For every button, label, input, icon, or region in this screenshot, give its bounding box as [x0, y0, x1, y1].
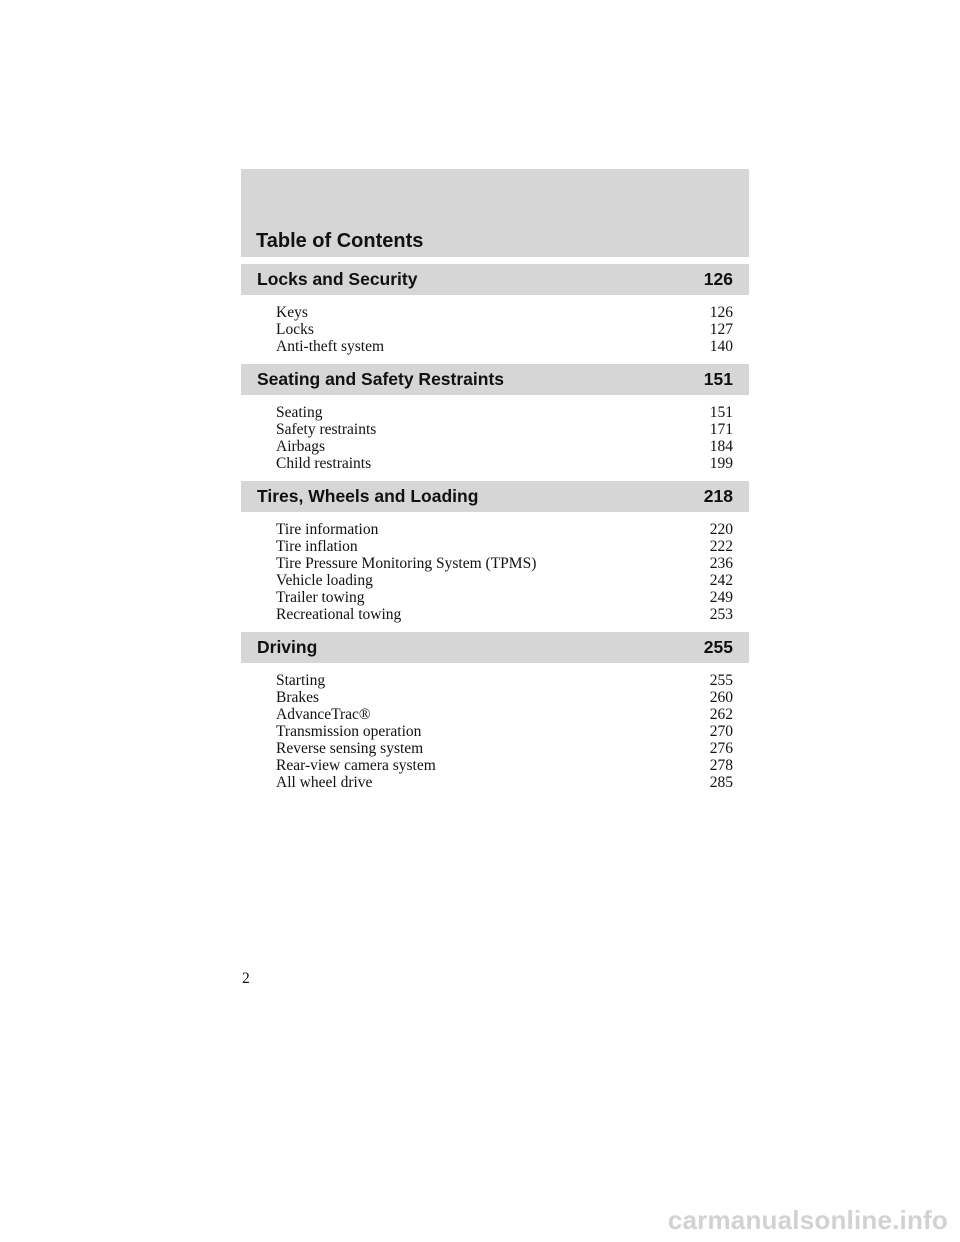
entry-page: 126	[709, 304, 733, 321]
toc-entry[interactable]	[276, 538, 733, 555]
section-heading[interactable]	[241, 264, 749, 295]
toc-section-seating-and-safety-restraints	[241, 364, 749, 481]
entry-page: 255	[709, 672, 733, 689]
toc-sections	[241, 264, 749, 800]
entry-page: 262	[709, 706, 733, 723]
entry-page: 127	[709, 321, 733, 338]
entry-list	[241, 295, 749, 364]
entry-page: 184	[709, 438, 733, 455]
entry-list	[241, 663, 749, 800]
toc-entry[interactable]	[276, 723, 733, 740]
entry-label: Tire inflation	[276, 538, 358, 555]
entry-page: 222	[709, 538, 733, 555]
toc-section-driving	[241, 632, 749, 800]
page-title: Table of Contents	[256, 230, 424, 252]
toc-entry[interactable]	[276, 589, 733, 606]
toc-entry[interactable]	[276, 455, 733, 472]
entry-label: Anti-theft system	[276, 338, 385, 355]
entry-label: Seating	[276, 404, 323, 421]
toc-entry[interactable]	[276, 555, 733, 572]
section-page: 255	[703, 637, 733, 657]
section-page: 126	[703, 269, 733, 289]
section-heading[interactable]	[241, 481, 749, 512]
entry-page: 270	[709, 723, 733, 740]
entry-label: Locks	[276, 321, 314, 338]
entry-label: Trailer towing	[276, 589, 365, 606]
section-title: Locks and Security	[257, 269, 418, 289]
section-title: Seating and Safety Restraints	[257, 369, 505, 389]
entry-label: Reverse sensing system	[276, 740, 424, 757]
page-number: 2	[242, 970, 250, 987]
toc-entry[interactable]	[276, 606, 733, 623]
entry-label: Keys	[276, 304, 308, 321]
section-page: 218	[703, 486, 733, 506]
entry-list	[241, 395, 749, 481]
toc-entry[interactable]	[276, 757, 733, 774]
entry-page: 260	[709, 689, 733, 706]
entry-page: 278	[709, 757, 733, 774]
entry-label: Rear-view camera system	[276, 757, 436, 774]
entry-page: 236	[709, 555, 733, 572]
entry-label: Starting	[276, 672, 326, 689]
entry-label: Airbags	[276, 438, 326, 455]
entry-page: 276	[709, 740, 733, 757]
toc-entry[interactable]	[276, 438, 733, 455]
entry-label: Transmission operation	[276, 723, 422, 740]
entry-page: 249	[709, 589, 733, 606]
toc-section-tires-wheels-and-loading	[241, 481, 749, 632]
entry-page: 242	[709, 572, 733, 589]
toc-section-locks-and-security	[241, 264, 749, 364]
entry-page: 171	[709, 421, 733, 438]
entry-page: 151	[709, 404, 733, 421]
section-title: Tires, Wheels and Loading	[257, 486, 479, 506]
entry-page: 140	[709, 338, 733, 355]
section-title: Driving	[257, 637, 318, 657]
watermark: carmanualsonline.info	[667, 1205, 948, 1235]
toc-entry[interactable]	[276, 689, 733, 706]
entry-label: Tire information	[276, 521, 379, 538]
entry-page: 220	[709, 521, 733, 538]
toc-entry[interactable]	[276, 774, 733, 791]
entry-label: All wheel drive	[276, 774, 373, 791]
entry-label: AdvanceTrac®	[276, 706, 371, 723]
toc-entry[interactable]	[276, 572, 733, 589]
entry-label: Vehicle loading	[276, 572, 373, 589]
toc-entry[interactable]	[276, 321, 733, 338]
entry-label: Safety restraints	[276, 421, 377, 438]
entry-page: 199	[709, 455, 733, 472]
entry-label: Brakes	[276, 689, 320, 706]
entry-page: 285	[709, 774, 733, 791]
entry-label: Tire Pressure Monitoring System (TPMS)	[276, 555, 537, 572]
toc-entry[interactable]	[276, 421, 733, 438]
toc-entry[interactable]	[276, 672, 733, 689]
section-heading[interactable]	[241, 364, 749, 395]
toc-entry[interactable]	[276, 706, 733, 723]
toc-entry[interactable]	[276, 740, 733, 757]
entry-list	[241, 512, 749, 632]
section-heading[interactable]	[241, 632, 749, 663]
section-page: 151	[703, 369, 733, 389]
toc-entry[interactable]	[276, 304, 733, 321]
entry-label: Child restraints	[276, 455, 372, 472]
toc-entry[interactable]	[276, 338, 733, 355]
toc-header	[241, 169, 749, 257]
toc-entry[interactable]	[276, 404, 733, 421]
entry-page: 253	[709, 606, 733, 623]
entry-label: Recreational towing	[276, 606, 402, 623]
toc-entry[interactable]	[276, 521, 733, 538]
